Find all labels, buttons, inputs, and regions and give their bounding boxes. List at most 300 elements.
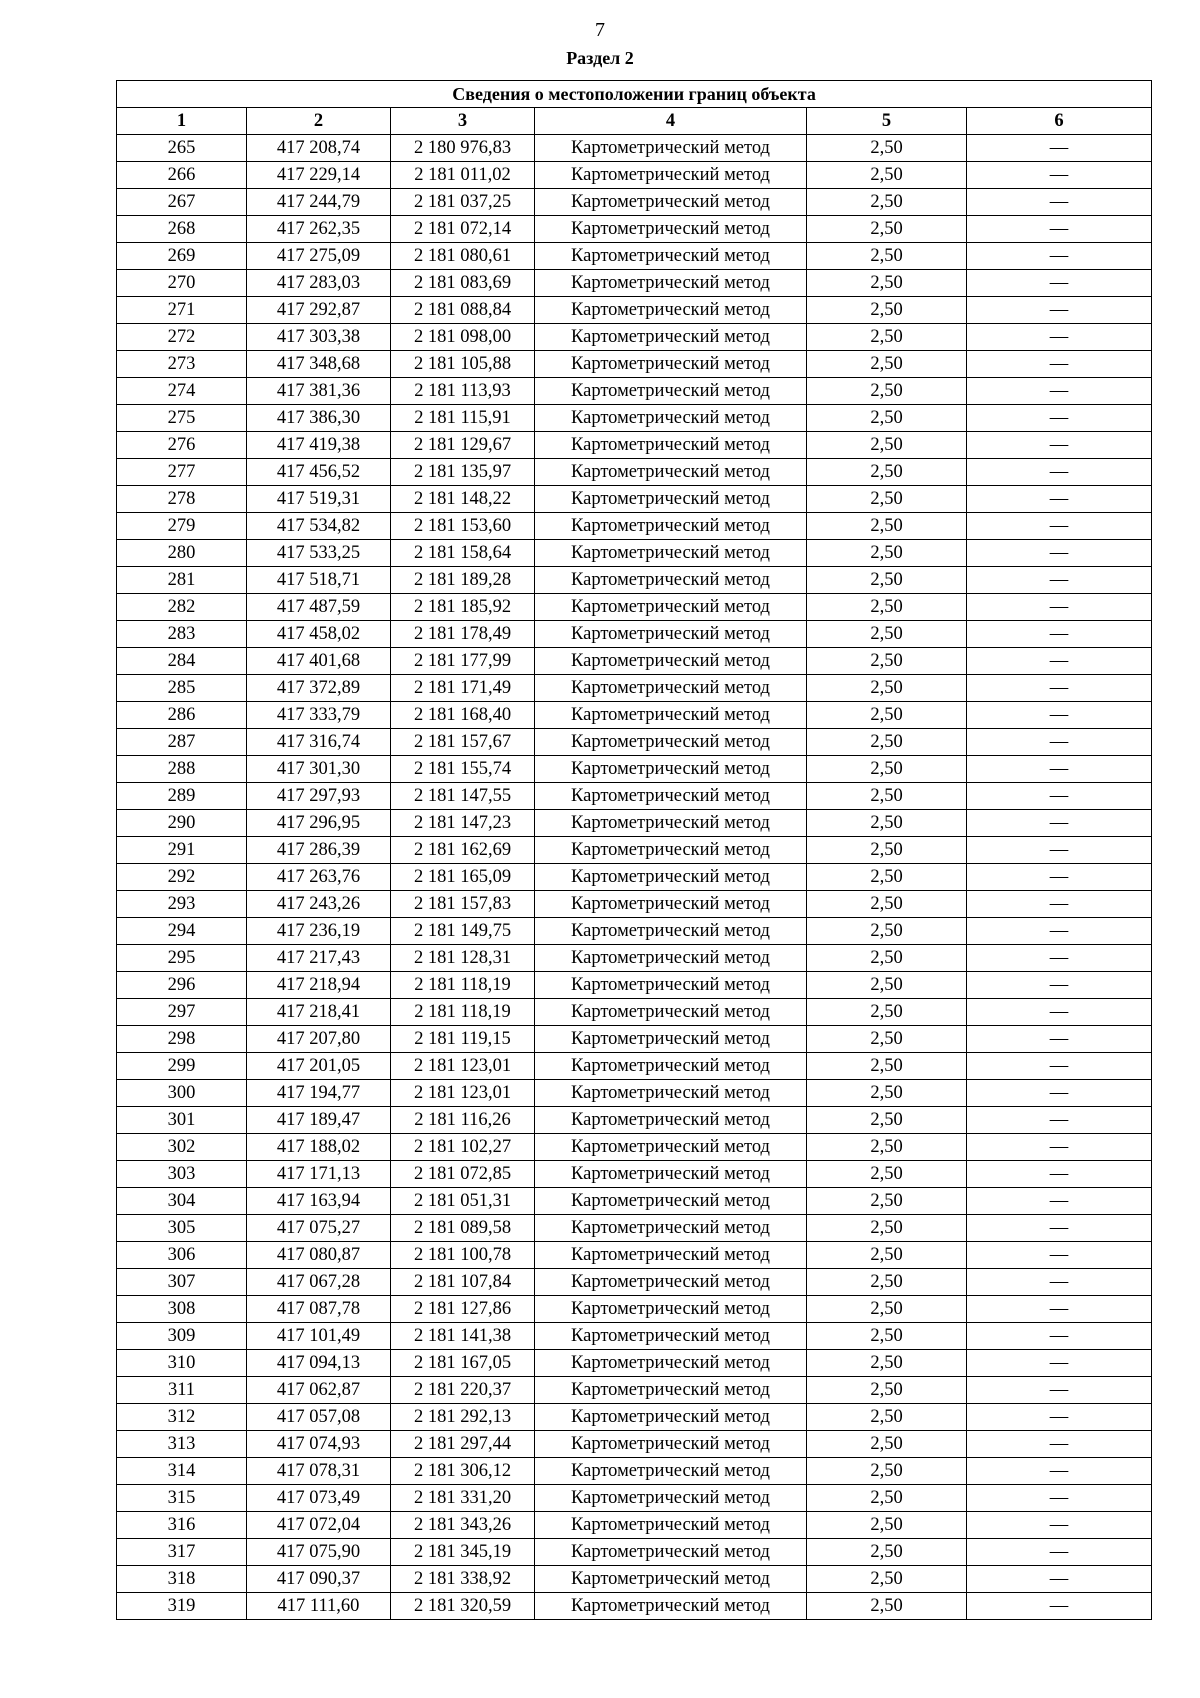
point-number-cell: 295 — [117, 945, 247, 972]
table-row — [117, 1323, 1152, 1350]
table-row — [117, 999, 1152, 1026]
method-cell: Картометрический метод — [535, 1134, 807, 1161]
accuracy-cell: 2,50 — [807, 864, 967, 891]
accuracy-cell: 2,50 — [807, 891, 967, 918]
x-coordinate-cell: 417 534,82 — [247, 513, 391, 540]
table-row — [117, 864, 1152, 891]
accuracy-cell: 2,50 — [807, 1593, 967, 1620]
table-row — [117, 648, 1152, 675]
accuracy-cell: 2,50 — [807, 783, 967, 810]
table-row — [117, 1134, 1152, 1161]
method-cell: Картометрический метод — [535, 702, 807, 729]
y-coordinate-cell: 2 181 129,67 — [391, 432, 535, 459]
y-coordinate-cell: 2 181 338,92 — [391, 1566, 535, 1593]
method-cell: Картометрический метод — [535, 459, 807, 486]
accuracy-cell: 2,50 — [807, 675, 967, 702]
point-number-cell: 316 — [117, 1512, 247, 1539]
y-coordinate-cell: 2 181 167,05 — [391, 1350, 535, 1377]
description-cell: — — [967, 1215, 1152, 1242]
method-cell: Картометрический метод — [535, 648, 807, 675]
y-coordinate-cell: 2 181 147,55 — [391, 783, 535, 810]
table-row — [117, 945, 1152, 972]
table-row — [117, 702, 1152, 729]
x-coordinate-cell: 417 292,87 — [247, 297, 391, 324]
point-number-cell: 308 — [117, 1296, 247, 1323]
description-cell: — — [967, 162, 1152, 189]
point-number-cell: 273 — [117, 351, 247, 378]
x-coordinate-cell: 417 194,77 — [247, 1080, 391, 1107]
description-cell: — — [967, 1323, 1152, 1350]
point-number-cell: 272 — [117, 324, 247, 351]
table-row — [117, 297, 1152, 324]
accuracy-cell: 2,50 — [807, 1242, 967, 1269]
y-coordinate-cell: 2 181 178,49 — [391, 621, 535, 648]
table-row — [117, 918, 1152, 945]
x-coordinate-cell: 417 075,27 — [247, 1215, 391, 1242]
column-header: 2 — [247, 108, 391, 135]
description-cell: — — [967, 540, 1152, 567]
point-number-cell: 315 — [117, 1485, 247, 1512]
table-row — [117, 405, 1152, 432]
table-row — [117, 1404, 1152, 1431]
boundary-coordinates-table — [116, 80, 1152, 1620]
method-cell: Картометрический метод — [535, 783, 807, 810]
method-cell: Картометрический метод — [535, 513, 807, 540]
method-cell: Картометрический метод — [535, 999, 807, 1026]
method-cell: Картометрический метод — [535, 1512, 807, 1539]
x-coordinate-cell: 417 283,03 — [247, 270, 391, 297]
description-cell: — — [967, 1377, 1152, 1404]
x-coordinate-cell: 417 419,38 — [247, 432, 391, 459]
y-coordinate-cell: 2 181 080,61 — [391, 243, 535, 270]
method-cell: Картометрический метод — [535, 162, 807, 189]
method-cell: Картометрический метод — [535, 324, 807, 351]
description-cell: — — [967, 405, 1152, 432]
accuracy-cell: 2,50 — [807, 486, 967, 513]
table-row — [117, 486, 1152, 513]
table-row — [117, 324, 1152, 351]
x-coordinate-cell: 417 275,09 — [247, 243, 391, 270]
x-coordinate-cell: 417 090,37 — [247, 1566, 391, 1593]
y-coordinate-cell: 2 181 177,99 — [391, 648, 535, 675]
point-number-cell: 280 — [117, 540, 247, 567]
description-cell: — — [967, 648, 1152, 675]
description-cell: — — [967, 945, 1152, 972]
method-cell: Картометрический метод — [535, 756, 807, 783]
description-cell: — — [967, 621, 1152, 648]
accuracy-cell: 2,50 — [807, 1161, 967, 1188]
x-coordinate-cell: 417 217,43 — [247, 945, 391, 972]
y-coordinate-cell: 2 181 155,74 — [391, 756, 535, 783]
point-number-cell: 298 — [117, 1026, 247, 1053]
y-coordinate-cell: 2 181 089,58 — [391, 1215, 535, 1242]
method-cell: Картометрический метод — [535, 594, 807, 621]
column-header: 1 — [117, 108, 247, 135]
table-row — [117, 1107, 1152, 1134]
description-cell: — — [967, 918, 1152, 945]
y-coordinate-cell: 2 180 976,83 — [391, 135, 535, 162]
x-coordinate-cell: 417 229,14 — [247, 162, 391, 189]
description-cell: — — [967, 567, 1152, 594]
x-coordinate-cell: 417 386,30 — [247, 405, 391, 432]
x-coordinate-cell: 417 218,94 — [247, 972, 391, 999]
table-row — [117, 1539, 1152, 1566]
accuracy-cell: 2,50 — [807, 702, 967, 729]
point-number-cell: 318 — [117, 1566, 247, 1593]
table-row — [117, 972, 1152, 999]
description-cell: — — [967, 486, 1152, 513]
y-coordinate-cell: 2 181 297,44 — [391, 1431, 535, 1458]
point-number-cell: 282 — [117, 594, 247, 621]
method-cell: Картометрический метод — [535, 918, 807, 945]
point-number-cell: 286 — [117, 702, 247, 729]
method-cell: Картометрический метод — [535, 297, 807, 324]
y-coordinate-cell: 2 181 118,19 — [391, 972, 535, 999]
point-number-cell: 278 — [117, 486, 247, 513]
method-cell: Картометрический метод — [535, 1215, 807, 1242]
description-cell: — — [967, 270, 1152, 297]
y-coordinate-cell: 2 181 331,20 — [391, 1485, 535, 1512]
column-header: 6 — [967, 108, 1152, 135]
y-coordinate-cell: 2 181 098,00 — [391, 324, 535, 351]
point-number-cell: 304 — [117, 1188, 247, 1215]
x-coordinate-cell: 417 101,49 — [247, 1323, 391, 1350]
method-cell: Картометрический метод — [535, 945, 807, 972]
accuracy-cell: 2,50 — [807, 945, 967, 972]
description-cell: — — [967, 702, 1152, 729]
x-coordinate-cell: 417 080,87 — [247, 1242, 391, 1269]
description-cell: — — [967, 1269, 1152, 1296]
table-caption: Сведения о местоположении границ объекта — [117, 81, 1152, 108]
description-cell: — — [967, 1188, 1152, 1215]
x-coordinate-cell: 417 297,93 — [247, 783, 391, 810]
description-cell: — — [967, 1134, 1152, 1161]
y-coordinate-cell: 2 181 147,23 — [391, 810, 535, 837]
table-row — [117, 135, 1152, 162]
accuracy-cell: 2,50 — [807, 1350, 967, 1377]
point-number-cell: 319 — [117, 1593, 247, 1620]
x-coordinate-cell: 417 218,41 — [247, 999, 391, 1026]
point-number-cell: 311 — [117, 1377, 247, 1404]
x-coordinate-cell: 417 533,25 — [247, 540, 391, 567]
x-coordinate-cell: 417 208,74 — [247, 135, 391, 162]
column-header: 5 — [807, 108, 967, 135]
y-coordinate-cell: 2 181 123,01 — [391, 1053, 535, 1080]
y-coordinate-cell: 2 181 158,64 — [391, 540, 535, 567]
method-cell: Картометрический метод — [535, 351, 807, 378]
accuracy-cell: 2,50 — [807, 243, 967, 270]
table-row — [117, 540, 1152, 567]
point-number-cell: 303 — [117, 1161, 247, 1188]
accuracy-cell: 2,50 — [807, 1188, 967, 1215]
description-cell: — — [967, 1458, 1152, 1485]
y-coordinate-cell: 2 181 113,93 — [391, 378, 535, 405]
y-coordinate-cell: 2 181 220,37 — [391, 1377, 535, 1404]
method-cell: Картометрический метод — [535, 1080, 807, 1107]
point-number-cell: 288 — [117, 756, 247, 783]
method-cell: Картометрический метод — [535, 135, 807, 162]
y-coordinate-cell: 2 181 141,38 — [391, 1323, 535, 1350]
description-cell: — — [967, 324, 1152, 351]
table-row — [117, 459, 1152, 486]
point-number-cell: 293 — [117, 891, 247, 918]
y-coordinate-cell: 2 181 153,60 — [391, 513, 535, 540]
accuracy-cell: 2,50 — [807, 432, 967, 459]
table-header-row — [117, 108, 1152, 135]
description-cell: — — [967, 189, 1152, 216]
method-cell: Картометрический метод — [535, 1296, 807, 1323]
method-cell: Картометрический метод — [535, 1269, 807, 1296]
description-cell: — — [967, 1350, 1152, 1377]
y-coordinate-cell: 2 181 148,22 — [391, 486, 535, 513]
table-row — [117, 756, 1152, 783]
point-number-cell: 285 — [117, 675, 247, 702]
y-coordinate-cell: 2 181 135,97 — [391, 459, 535, 486]
x-coordinate-cell: 417 348,68 — [247, 351, 391, 378]
point-number-cell: 279 — [117, 513, 247, 540]
accuracy-cell: 2,50 — [807, 1458, 967, 1485]
point-number-cell: 287 — [117, 729, 247, 756]
table-row — [117, 1296, 1152, 1323]
description-cell: — — [967, 1512, 1152, 1539]
table-row — [117, 1350, 1152, 1377]
point-number-cell: 283 — [117, 621, 247, 648]
table-row — [117, 378, 1152, 405]
y-coordinate-cell: 2 181 320,59 — [391, 1593, 535, 1620]
y-coordinate-cell: 2 181 292,13 — [391, 1404, 535, 1431]
accuracy-cell: 2,50 — [807, 324, 967, 351]
accuracy-cell: 2,50 — [807, 1485, 967, 1512]
method-cell: Картометрический метод — [535, 1161, 807, 1188]
point-number-cell: 277 — [117, 459, 247, 486]
method-cell: Картометрический метод — [535, 1431, 807, 1458]
point-number-cell: 300 — [117, 1080, 247, 1107]
x-coordinate-cell: 417 078,31 — [247, 1458, 391, 1485]
description-cell: — — [967, 756, 1152, 783]
accuracy-cell: 2,50 — [807, 135, 967, 162]
method-cell: Картометрический метод — [535, 1377, 807, 1404]
table-row — [117, 270, 1152, 297]
point-number-cell: 313 — [117, 1431, 247, 1458]
table-row — [117, 594, 1152, 621]
x-coordinate-cell: 417 057,08 — [247, 1404, 391, 1431]
method-cell: Картометрический метод — [535, 1404, 807, 1431]
table-row — [117, 1512, 1152, 1539]
method-cell: Картометрический метод — [535, 1566, 807, 1593]
description-cell: — — [967, 972, 1152, 999]
table-row — [117, 243, 1152, 270]
y-coordinate-cell: 2 181 345,19 — [391, 1539, 535, 1566]
point-number-cell: 299 — [117, 1053, 247, 1080]
x-coordinate-cell: 417 243,26 — [247, 891, 391, 918]
table-row — [117, 351, 1152, 378]
x-coordinate-cell: 417 189,47 — [247, 1107, 391, 1134]
accuracy-cell: 2,50 — [807, 1215, 967, 1242]
y-coordinate-cell: 2 181 157,67 — [391, 729, 535, 756]
description-cell: — — [967, 783, 1152, 810]
y-coordinate-cell: 2 181 171,49 — [391, 675, 535, 702]
method-cell: Картометрический метод — [535, 1593, 807, 1620]
accuracy-cell: 2,50 — [807, 567, 967, 594]
accuracy-cell: 2,50 — [807, 1404, 967, 1431]
accuracy-cell: 2,50 — [807, 756, 967, 783]
point-number-cell: 317 — [117, 1539, 247, 1566]
x-coordinate-cell: 417 062,87 — [247, 1377, 391, 1404]
table-row — [117, 1458, 1152, 1485]
point-number-cell: 294 — [117, 918, 247, 945]
method-cell: Картометрический метод — [535, 567, 807, 594]
method-cell: Картометрический метод — [535, 1350, 807, 1377]
y-coordinate-cell: 2 181 072,85 — [391, 1161, 535, 1188]
y-coordinate-cell: 2 181 149,75 — [391, 918, 535, 945]
point-number-cell: 284 — [117, 648, 247, 675]
x-coordinate-cell: 417 296,95 — [247, 810, 391, 837]
table-row — [117, 513, 1152, 540]
y-coordinate-cell: 2 181 083,69 — [391, 270, 535, 297]
x-coordinate-cell: 417 458,02 — [247, 621, 391, 648]
method-cell: Картометрический метод — [535, 1485, 807, 1512]
accuracy-cell: 2,50 — [807, 1566, 967, 1593]
description-cell: — — [967, 513, 1152, 540]
description-cell: — — [967, 432, 1152, 459]
section-title: Раздел 2 — [566, 48, 634, 68]
x-coordinate-cell: 417 316,74 — [247, 729, 391, 756]
description-cell: — — [967, 1053, 1152, 1080]
method-cell: Картометрический метод — [535, 270, 807, 297]
accuracy-cell: 2,50 — [807, 837, 967, 864]
x-coordinate-cell: 417 067,28 — [247, 1269, 391, 1296]
description-cell: — — [967, 864, 1152, 891]
description-cell: — — [967, 1026, 1152, 1053]
table-row — [117, 1215, 1152, 1242]
description-cell: — — [967, 675, 1152, 702]
y-coordinate-cell: 2 181 189,28 — [391, 567, 535, 594]
point-number-cell: 269 — [117, 243, 247, 270]
x-coordinate-cell: 417 072,04 — [247, 1512, 391, 1539]
x-coordinate-cell: 417 286,39 — [247, 837, 391, 864]
accuracy-cell: 2,50 — [807, 648, 967, 675]
table-row — [117, 891, 1152, 918]
method-cell: Картометрический метод — [535, 1188, 807, 1215]
table-row — [117, 1026, 1152, 1053]
y-coordinate-cell: 2 181 343,26 — [391, 1512, 535, 1539]
table-row — [117, 1242, 1152, 1269]
table-row — [117, 675, 1152, 702]
x-coordinate-cell: 417 171,13 — [247, 1161, 391, 1188]
x-coordinate-cell: 417 094,13 — [247, 1350, 391, 1377]
accuracy-cell: 2,50 — [807, 1431, 967, 1458]
table-row — [117, 621, 1152, 648]
accuracy-cell: 2,50 — [807, 378, 967, 405]
x-coordinate-cell: 417 201,05 — [247, 1053, 391, 1080]
description-cell: — — [967, 297, 1152, 324]
accuracy-cell: 2,50 — [807, 216, 967, 243]
method-cell: Картометрический метод — [535, 621, 807, 648]
description-cell: — — [967, 594, 1152, 621]
x-coordinate-cell: 417 244,79 — [247, 189, 391, 216]
y-coordinate-cell: 2 181 162,69 — [391, 837, 535, 864]
y-coordinate-cell: 2 181 107,84 — [391, 1269, 535, 1296]
x-coordinate-cell: 417 188,02 — [247, 1134, 391, 1161]
accuracy-cell: 2,50 — [807, 351, 967, 378]
description-cell: — — [967, 837, 1152, 864]
table-row — [117, 1188, 1152, 1215]
accuracy-cell: 2,50 — [807, 297, 967, 324]
x-coordinate-cell: 417 236,19 — [247, 918, 391, 945]
method-cell: Картометрический метод — [535, 432, 807, 459]
x-coordinate-cell: 417 262,35 — [247, 216, 391, 243]
table-row — [117, 783, 1152, 810]
description-cell: — — [967, 1431, 1152, 1458]
y-coordinate-cell: 2 181 115,91 — [391, 405, 535, 432]
description-cell: — — [967, 1242, 1152, 1269]
x-coordinate-cell: 417 075,90 — [247, 1539, 391, 1566]
table-row — [117, 1080, 1152, 1107]
x-coordinate-cell: 417 401,68 — [247, 648, 391, 675]
description-cell: — — [967, 1404, 1152, 1431]
accuracy-cell: 2,50 — [807, 594, 967, 621]
accuracy-cell: 2,50 — [807, 405, 967, 432]
table-row — [117, 1053, 1152, 1080]
description-cell: — — [967, 999, 1152, 1026]
description-cell: — — [967, 1485, 1152, 1512]
table-row — [117, 162, 1152, 189]
table-row — [117, 810, 1152, 837]
description-cell: — — [967, 1539, 1152, 1566]
accuracy-cell: 2,50 — [807, 918, 967, 945]
y-coordinate-cell: 2 181 102,27 — [391, 1134, 535, 1161]
accuracy-cell: 2,50 — [807, 270, 967, 297]
table-row — [117, 1377, 1152, 1404]
point-number-cell: 301 — [117, 1107, 247, 1134]
method-cell: Картометрический метод — [535, 972, 807, 999]
x-coordinate-cell: 417 087,78 — [247, 1296, 391, 1323]
description-cell: — — [967, 810, 1152, 837]
table-row — [117, 1161, 1152, 1188]
method-cell: Картометрический метод — [535, 1107, 807, 1134]
page-number: 7 — [595, 19, 605, 41]
y-coordinate-cell: 2 181 072,14 — [391, 216, 535, 243]
accuracy-cell: 2,50 — [807, 729, 967, 756]
point-number-cell: 296 — [117, 972, 247, 999]
method-cell: Картометрический метод — [535, 1242, 807, 1269]
table-row — [117, 216, 1152, 243]
accuracy-cell: 2,50 — [807, 540, 967, 567]
accuracy-cell: 2,50 — [807, 1134, 967, 1161]
method-cell: Картометрический метод — [535, 891, 807, 918]
y-coordinate-cell: 2 181 123,01 — [391, 1080, 535, 1107]
description-cell: — — [967, 1566, 1152, 1593]
description-cell: — — [967, 1161, 1152, 1188]
method-cell: Картометрический метод — [535, 729, 807, 756]
table-row — [117, 567, 1152, 594]
x-coordinate-cell: 417 518,71 — [247, 567, 391, 594]
x-coordinate-cell: 417 207,80 — [247, 1026, 391, 1053]
y-coordinate-cell: 2 181 168,40 — [391, 702, 535, 729]
point-number-cell: 281 — [117, 567, 247, 594]
y-coordinate-cell: 2 181 127,86 — [391, 1296, 535, 1323]
accuracy-cell: 2,50 — [807, 1296, 967, 1323]
accuracy-cell: 2,50 — [807, 459, 967, 486]
method-cell: Картометрический метод — [535, 1053, 807, 1080]
y-coordinate-cell: 2 181 011,02 — [391, 162, 535, 189]
method-cell: Картометрический метод — [535, 1458, 807, 1485]
method-cell: Картометрический метод — [535, 189, 807, 216]
y-coordinate-cell: 2 181 185,92 — [391, 594, 535, 621]
method-cell: Картометрический метод — [535, 810, 807, 837]
point-number-cell: 276 — [117, 432, 247, 459]
x-coordinate-cell: 417 381,36 — [247, 378, 391, 405]
